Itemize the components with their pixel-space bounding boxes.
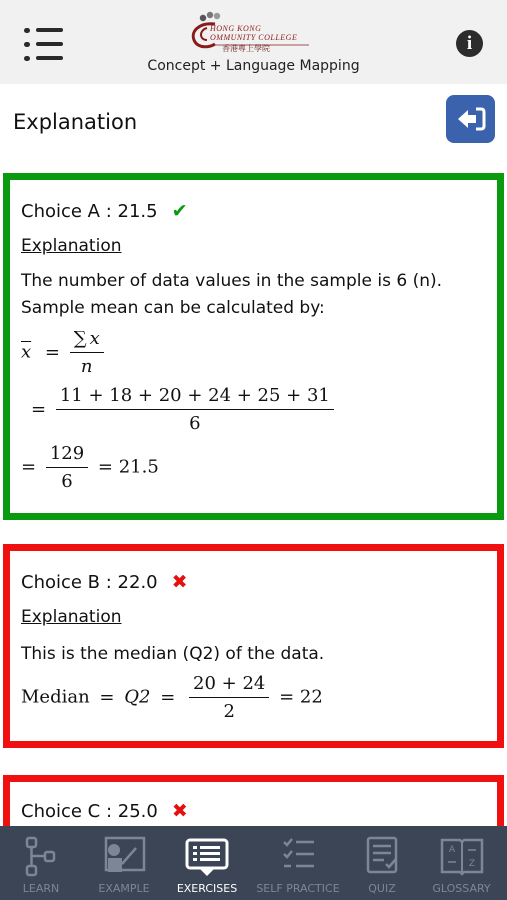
choice-b-card xyxy=(3,544,504,748)
check-icon: ✔ xyxy=(171,200,188,222)
tab-quiz[interactable]: QUIZ xyxy=(348,826,416,900)
formula-sum: = $\frac{11 + 18 + 20 + 24 + 25 + 31}{6}$ xyxy=(21,385,338,434)
tab-self-practice[interactable]: SELF PRACTICE xyxy=(248,826,348,900)
self-practice-checklist-icon xyxy=(278,834,318,878)
example-board-icon xyxy=(100,834,148,878)
tab-glossary[interactable]: A Z GLOSSARY xyxy=(416,826,507,900)
logo-text: HONG KONG OMMUNITY COLLEGE xyxy=(210,24,298,42)
app-subtitle: Concept + Language Mapping xyxy=(147,58,360,74)
svg-text:Z: Z xyxy=(468,859,475,869)
app-header xyxy=(0,0,507,84)
cross-icon: ✖ xyxy=(171,571,188,593)
svg-text:A: A xyxy=(448,845,455,855)
formula-mean: $\overline{x}$ = $\frac{\sum x}{n}$ xyxy=(21,328,108,377)
bottom-tab-bar xyxy=(0,826,507,900)
exercises-list-icon xyxy=(183,834,231,878)
title-row xyxy=(0,84,507,164)
info-icon[interactable]: i xyxy=(456,30,483,57)
page-title: Explanation xyxy=(13,110,138,134)
choice-heading: Choice C : 25.0 ✖ xyxy=(21,800,188,822)
explanation-label: Explanation xyxy=(21,236,122,256)
back-button[interactable] xyxy=(446,95,495,143)
glossary-book-icon xyxy=(438,834,486,878)
cross-icon: ✖ xyxy=(171,800,188,822)
explanation-text: The number of data values in the sample is 6 (n). Sample mean can be calculated by: xyxy=(21,271,443,318)
formula-median: Median = Q2 = $\frac{20 + 24}{2}$ = 22 xyxy=(21,673,323,722)
choice-heading: Choice A : 21.5 ✔ xyxy=(21,200,188,222)
logo-chinese-text: 香港專上學院 xyxy=(222,44,270,53)
learn-tree-icon xyxy=(21,834,61,878)
choice-a-card xyxy=(3,173,504,520)
tab-example[interactable]: EXAMPLE xyxy=(82,826,166,900)
menu-icon[interactable] xyxy=(24,26,64,62)
tab-learn[interactable]: LEARN xyxy=(0,826,82,900)
quiz-sheet-icon xyxy=(362,834,402,878)
explanation-label: Explanation xyxy=(21,607,122,627)
exit-arrow-icon xyxy=(446,95,495,143)
tab-exercises[interactable]: EXERCISES xyxy=(166,826,248,900)
formula-result: = $\frac{129}{6}$ = 21.5 xyxy=(21,443,159,492)
explanation-text: This is the median (Q2) of the data. xyxy=(21,644,325,664)
choice-heading: Choice B : 22.0 ✖ xyxy=(21,571,188,593)
